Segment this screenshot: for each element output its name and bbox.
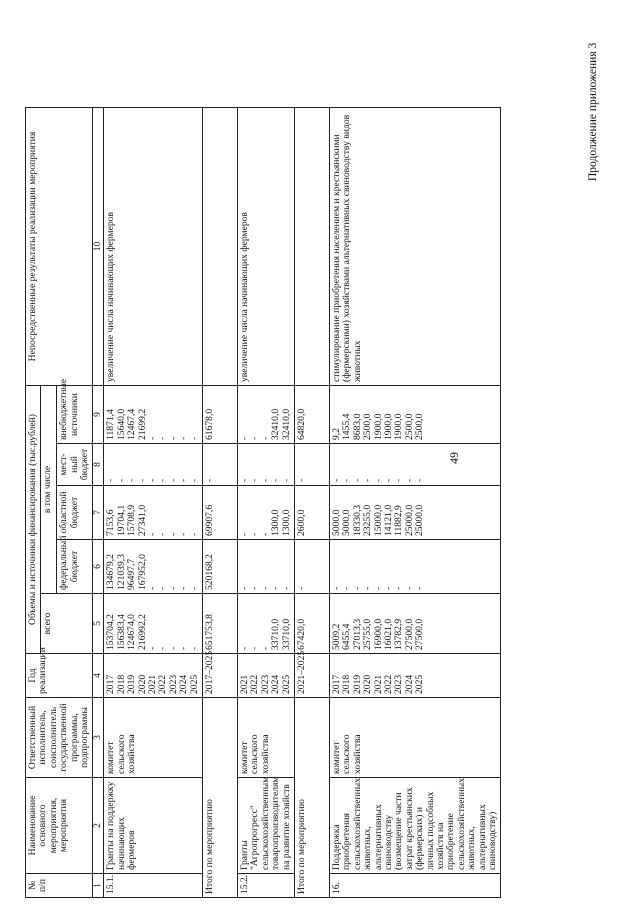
total-amount-value: 25755,0 [362, 618, 374, 650]
extrabudget-amount-value: 1900,0 [393, 413, 405, 440]
header-col-result: Непосредственные результаты реализации мероприятия [26, 107, 93, 385]
local-amount-value: - [372, 478, 384, 482]
regional-amount-value: 1300,0 [280, 509, 292, 536]
extrabudget-amount [237, 385, 294, 443]
regional-amount-value: - [238, 532, 250, 536]
header-row-1 [26, 107, 41, 897]
local-amount-value: - [188, 478, 200, 482]
federal-amount-value: - [351, 586, 363, 590]
local-amount-value: - [136, 478, 148, 482]
federal-amount-value: - [403, 586, 415, 590]
funding-table [25, 107, 501, 898]
federal-amount-value: - [157, 586, 169, 590]
total-federal: 520168,2 [202, 540, 237, 594]
year-value: 2022 [249, 674, 261, 694]
local-amount-value: - [167, 478, 179, 482]
extrabudget-amount-value: - [259, 436, 271, 440]
extrabudget-amount-value: 1455,4 [341, 413, 353, 440]
row-number: 15.1. [104, 874, 203, 898]
extrabudget-amount-value: 11871,4 [105, 409, 117, 440]
year-value: 2023 [259, 674, 271, 694]
year-value: 2020 [362, 674, 374, 694]
extrabudget-amount-value: 8683,0 [351, 413, 363, 440]
federal-amount-value: - [238, 586, 250, 590]
col-index: 3 [93, 698, 104, 778]
executor: комитет сельского хозяйства [237, 698, 294, 778]
continuation-note: Продолжение приложения 3 [587, 42, 599, 181]
header-funding-group: Объемы и источники финансирования (тыс.рублей) [26, 385, 41, 653]
total-extrabudget: 64820,0 [294, 385, 329, 443]
federal-amount-value: - [382, 586, 394, 590]
year-value: 2021 [238, 674, 250, 694]
row-number: 16. [329, 874, 501, 898]
total-result [294, 107, 329, 385]
col-index: 4 [93, 654, 104, 698]
federal-amount-value: - [188, 586, 200, 590]
year [104, 654, 203, 698]
local-amount-value: - [403, 478, 415, 482]
local-amount-value: - [157, 478, 169, 482]
event-name: Гранты на поддержку начинающих фермеров [104, 778, 203, 874]
total-sum: 67420,0 [294, 594, 329, 654]
year-value: 2020 [136, 674, 148, 694]
col-index: 9 [93, 385, 104, 443]
regional-amount-value: 1300,0 [270, 509, 282, 536]
total-sum: 651753,8 [202, 594, 237, 654]
regional-amount-value: 19704,1 [115, 504, 127, 536]
total-amount-value: - [157, 646, 169, 650]
federal-amount [104, 540, 203, 594]
local-amount-value: - [414, 478, 426, 482]
total-amount [329, 594, 501, 654]
regional-amount-value: 18330,3 [351, 504, 363, 536]
extrabudget-amount-value: - [188, 436, 200, 440]
year-value: 2019 [126, 674, 138, 694]
total-amount-value: - [238, 646, 250, 650]
col-index: 7 [93, 486, 104, 540]
federal-amount [237, 540, 294, 594]
local-amount-value: - [126, 478, 138, 482]
total-amount-value: 33710,0 [270, 618, 282, 650]
federal-amount-value: - [280, 586, 292, 590]
federal-amount-value: - [393, 586, 405, 590]
year-value: 2021 [147, 674, 158, 694]
extrabudget-amount-value: 9,2 [330, 428, 342, 440]
local-amount-value: - [115, 478, 127, 482]
col-index: 10 [93, 107, 104, 385]
header-col-number: № п/п [26, 874, 93, 898]
regional-amount-value: - [147, 532, 158, 536]
year-value: 2024 [178, 674, 190, 694]
total-amount-value: - [188, 646, 200, 650]
year [329, 654, 501, 698]
col-index: 2 [93, 778, 104, 874]
federal-amount-value: - [167, 586, 179, 590]
regional-amount-value: 14121,0 [382, 504, 394, 536]
table-row [329, 107, 501, 897]
year-value: 2018 [341, 674, 353, 694]
total-amount-value: - [147, 646, 158, 650]
col-index: 5 [93, 594, 104, 654]
total-amount-value: 156383,4 [115, 614, 127, 650]
total-amount-value: - [167, 646, 179, 650]
event-name: Поддержка приобретения сельскохозяйственных животных, альтернативных свиноводству (возмещение части затрат крестьянских (фермерских) и личных подсобных хозяйств на приобретение сельскохозяйственных животных, альтернативных свиноводству) [329, 778, 501, 874]
row-number: 15.2. [237, 874, 294, 898]
year-value: 2025 [280, 674, 292, 694]
regional-amount-value: 15708,9 [126, 504, 138, 536]
total-amount-value: 124674,0 [126, 614, 138, 650]
extrabudget-amount-value: 1900,0 [382, 413, 394, 440]
total-local: - [202, 444, 237, 486]
extrabudget-amount-value: - [167, 436, 179, 440]
federal-amount [329, 540, 501, 594]
year-value: 2025 [414, 674, 426, 694]
extrabudget-amount-value: - [249, 436, 261, 440]
extrabudget-amount-value: 15640,0 [115, 408, 127, 440]
table-body [104, 107, 501, 897]
year-value: 2017 [105, 674, 117, 694]
total-amount-value: 5009,2 [330, 623, 342, 650]
total-amount-value: - [259, 646, 271, 650]
event-name: Гранты "Агропрогресс" сельскохозяйственным товаропроизводителям на развитие хозяйств [237, 778, 294, 874]
total-label: Итого по мероприятию [294, 698, 329, 898]
regional-amount-value: 5000,0 [341, 509, 353, 536]
federal-amount-value: 96497,7 [126, 558, 138, 590]
year-value: 2022 [157, 674, 169, 694]
local-amount-value: - [259, 478, 271, 482]
federal-amount-value: - [414, 586, 426, 590]
header-col-local: мест-ный бюджет [57, 444, 93, 486]
col-index: 6 [93, 540, 104, 594]
regional-amount-value: 11882,9 [393, 505, 405, 536]
year-value: 2024 [270, 674, 282, 694]
regional-amount-value: - [259, 532, 271, 536]
regional-amount-value: - [249, 532, 261, 536]
year [237, 654, 294, 698]
federal-amount-value: - [178, 586, 190, 590]
local-amount-value: - [280, 478, 292, 482]
total-row [294, 107, 329, 897]
total-amount-value: 153704,2 [105, 614, 117, 650]
total-years: 2017–2025 [202, 654, 237, 698]
total-amount-value: - [249, 646, 261, 650]
year-value: 2023 [393, 674, 405, 694]
total-label: Итого по мероприятию [202, 698, 237, 898]
federal-amount-value: - [372, 586, 384, 590]
regional-amount-value: 7153,6 [105, 509, 117, 536]
header-col-total: всего [41, 594, 93, 654]
regional-amount-value: 15000,0 [372, 504, 384, 536]
local-amount-value: - [341, 478, 353, 482]
extrabudget-amount-value: - [178, 436, 190, 440]
federal-amount-value: - [147, 586, 158, 590]
year-value: 2024 [403, 674, 415, 694]
direct-result: увеличение числа начинающих фермеров [104, 107, 203, 385]
total-local: - [294, 444, 329, 486]
regional-amount [329, 486, 501, 540]
year-value: 2017 [330, 674, 342, 694]
executor: комитет сельского хозяйства [329, 698, 501, 778]
year-value: 2019 [351, 674, 363, 694]
federal-amount-value: 121039,3 [115, 554, 127, 590]
local-amount-value: - [362, 478, 374, 482]
local-amount-value: - [178, 478, 190, 482]
col-index: 8 [93, 444, 104, 486]
extrabudget-amount-value: - [157, 436, 169, 440]
header-col-federal: федеральный бюджет [57, 540, 93, 594]
regional-amount [104, 486, 203, 540]
total-amount-value: 27013,3 [351, 618, 363, 650]
table-row [104, 107, 203, 897]
year-value: 2025 [188, 674, 200, 694]
regional-amount-value: - [188, 532, 200, 536]
extrabudget-amount-value: 1900,0 [372, 413, 384, 440]
local-amount-value: - [270, 478, 282, 482]
extrabudget-amount-value: 2500,0 [403, 413, 415, 440]
regional-amount-value: 25000,0 [414, 504, 426, 536]
federal-amount-value: - [249, 586, 261, 590]
extrabudget-amount [329, 385, 501, 443]
col-index: 1 [93, 874, 104, 898]
local-amount [104, 444, 203, 486]
federal-amount-value: - [259, 586, 271, 590]
regional-amount-value: - [167, 532, 179, 536]
regional-amount-value: 23255,0 [362, 504, 374, 536]
total-extrabudget: 61678,0 [202, 385, 237, 443]
total-amount-value: 13782,9 [393, 618, 405, 650]
extrabudget-amount-value: 2500,0 [414, 413, 426, 440]
header-col-regional: областной бюджет [57, 486, 93, 540]
total-row [202, 107, 237, 897]
extrabudget-amount-value: 12467,4 [126, 408, 138, 440]
local-amount-value: - [147, 478, 158, 482]
total-amount-value: 27500,0 [414, 618, 426, 650]
total-amount-value: - [178, 646, 190, 650]
federal-amount-value: - [341, 586, 353, 590]
total-amount-value: 33710,0 [280, 618, 292, 650]
federal-amount-value: - [330, 586, 342, 590]
local-amount-value: - [330, 478, 342, 482]
header-col-executor: Ответственный исполнитель, соисполнитель государственной программы, подпрограммы [26, 698, 93, 778]
local-amount-value: - [249, 478, 261, 482]
total-federal: - [294, 540, 329, 594]
regional-amount-value: 27341,0 [136, 504, 148, 536]
total-amount [237, 594, 294, 654]
regional-amount-value: - [178, 532, 190, 536]
local-amount-value: - [105, 478, 117, 482]
header-col-name: Наименование основного мероприятия, мероприятия [26, 778, 93, 874]
extrabudget-amount-value: 2500,0 [362, 413, 374, 440]
header-col-year: Год реализации [26, 654, 93, 698]
total-amount-value: 216992,2 [136, 614, 148, 650]
page-number: 49 [447, 452, 461, 464]
regional-amount-value: 25000,0 [403, 504, 415, 536]
year-value: 2018 [115, 674, 127, 694]
extrabudget-amount-value: - [238, 436, 250, 440]
total-amount [104, 594, 203, 654]
extrabudget-amount-value: 32410,0 [270, 408, 282, 440]
local-amount [237, 444, 294, 486]
extrabudget-amount-value: 32410,0 [280, 408, 292, 440]
executor: комитет сельского хозяйства [104, 698, 203, 778]
header-col-extrabudget: внебюджетные источники [57, 385, 93, 443]
extrabudget-amount-value: 21699,2 [136, 408, 148, 440]
total-amount-value: 6455,4 [341, 623, 353, 650]
federal-amount-value: 167952,0 [136, 554, 148, 590]
local-amount-value: - [393, 478, 405, 482]
regional-amount-value: 5000,0 [330, 509, 342, 536]
column-index-row [93, 107, 104, 897]
total-amount-value: 16900,0 [372, 618, 384, 650]
total-amount-value: 16021,0 [382, 618, 394, 650]
local-amount-value: - [382, 478, 394, 482]
extrabudget-amount [104, 385, 203, 443]
header-incl: в том числе [41, 385, 57, 593]
direct-result: увеличение числа начинающих фермеров [237, 107, 294, 385]
federal-amount-value: - [270, 586, 282, 590]
total-regional: 2600,0 [294, 486, 329, 540]
total-result [202, 107, 237, 385]
direct-result: стимулирование приобретения населением и крестьянскими (фермерскими) хозяйствами альтернативных свиноводству видов животных [329, 107, 501, 385]
local-amount-value: - [351, 478, 363, 482]
total-amount-value: 27500,0 [403, 618, 415, 650]
year-value: 2021 [372, 674, 384, 694]
year-value: 2023 [167, 674, 179, 694]
regional-amount [237, 486, 294, 540]
federal-amount-value: 134679,2 [105, 554, 117, 590]
local-amount [329, 444, 501, 486]
extrabudget-amount-value: - [147, 436, 158, 440]
federal-amount-value: - [362, 586, 374, 590]
table-row [237, 107, 294, 897]
year-value: 2022 [382, 674, 394, 694]
total-years: 2021–2025 [294, 654, 329, 698]
regional-amount-value: - [157, 532, 169, 536]
local-amount-value: - [238, 478, 250, 482]
total-regional: 69907,6 [202, 486, 237, 540]
